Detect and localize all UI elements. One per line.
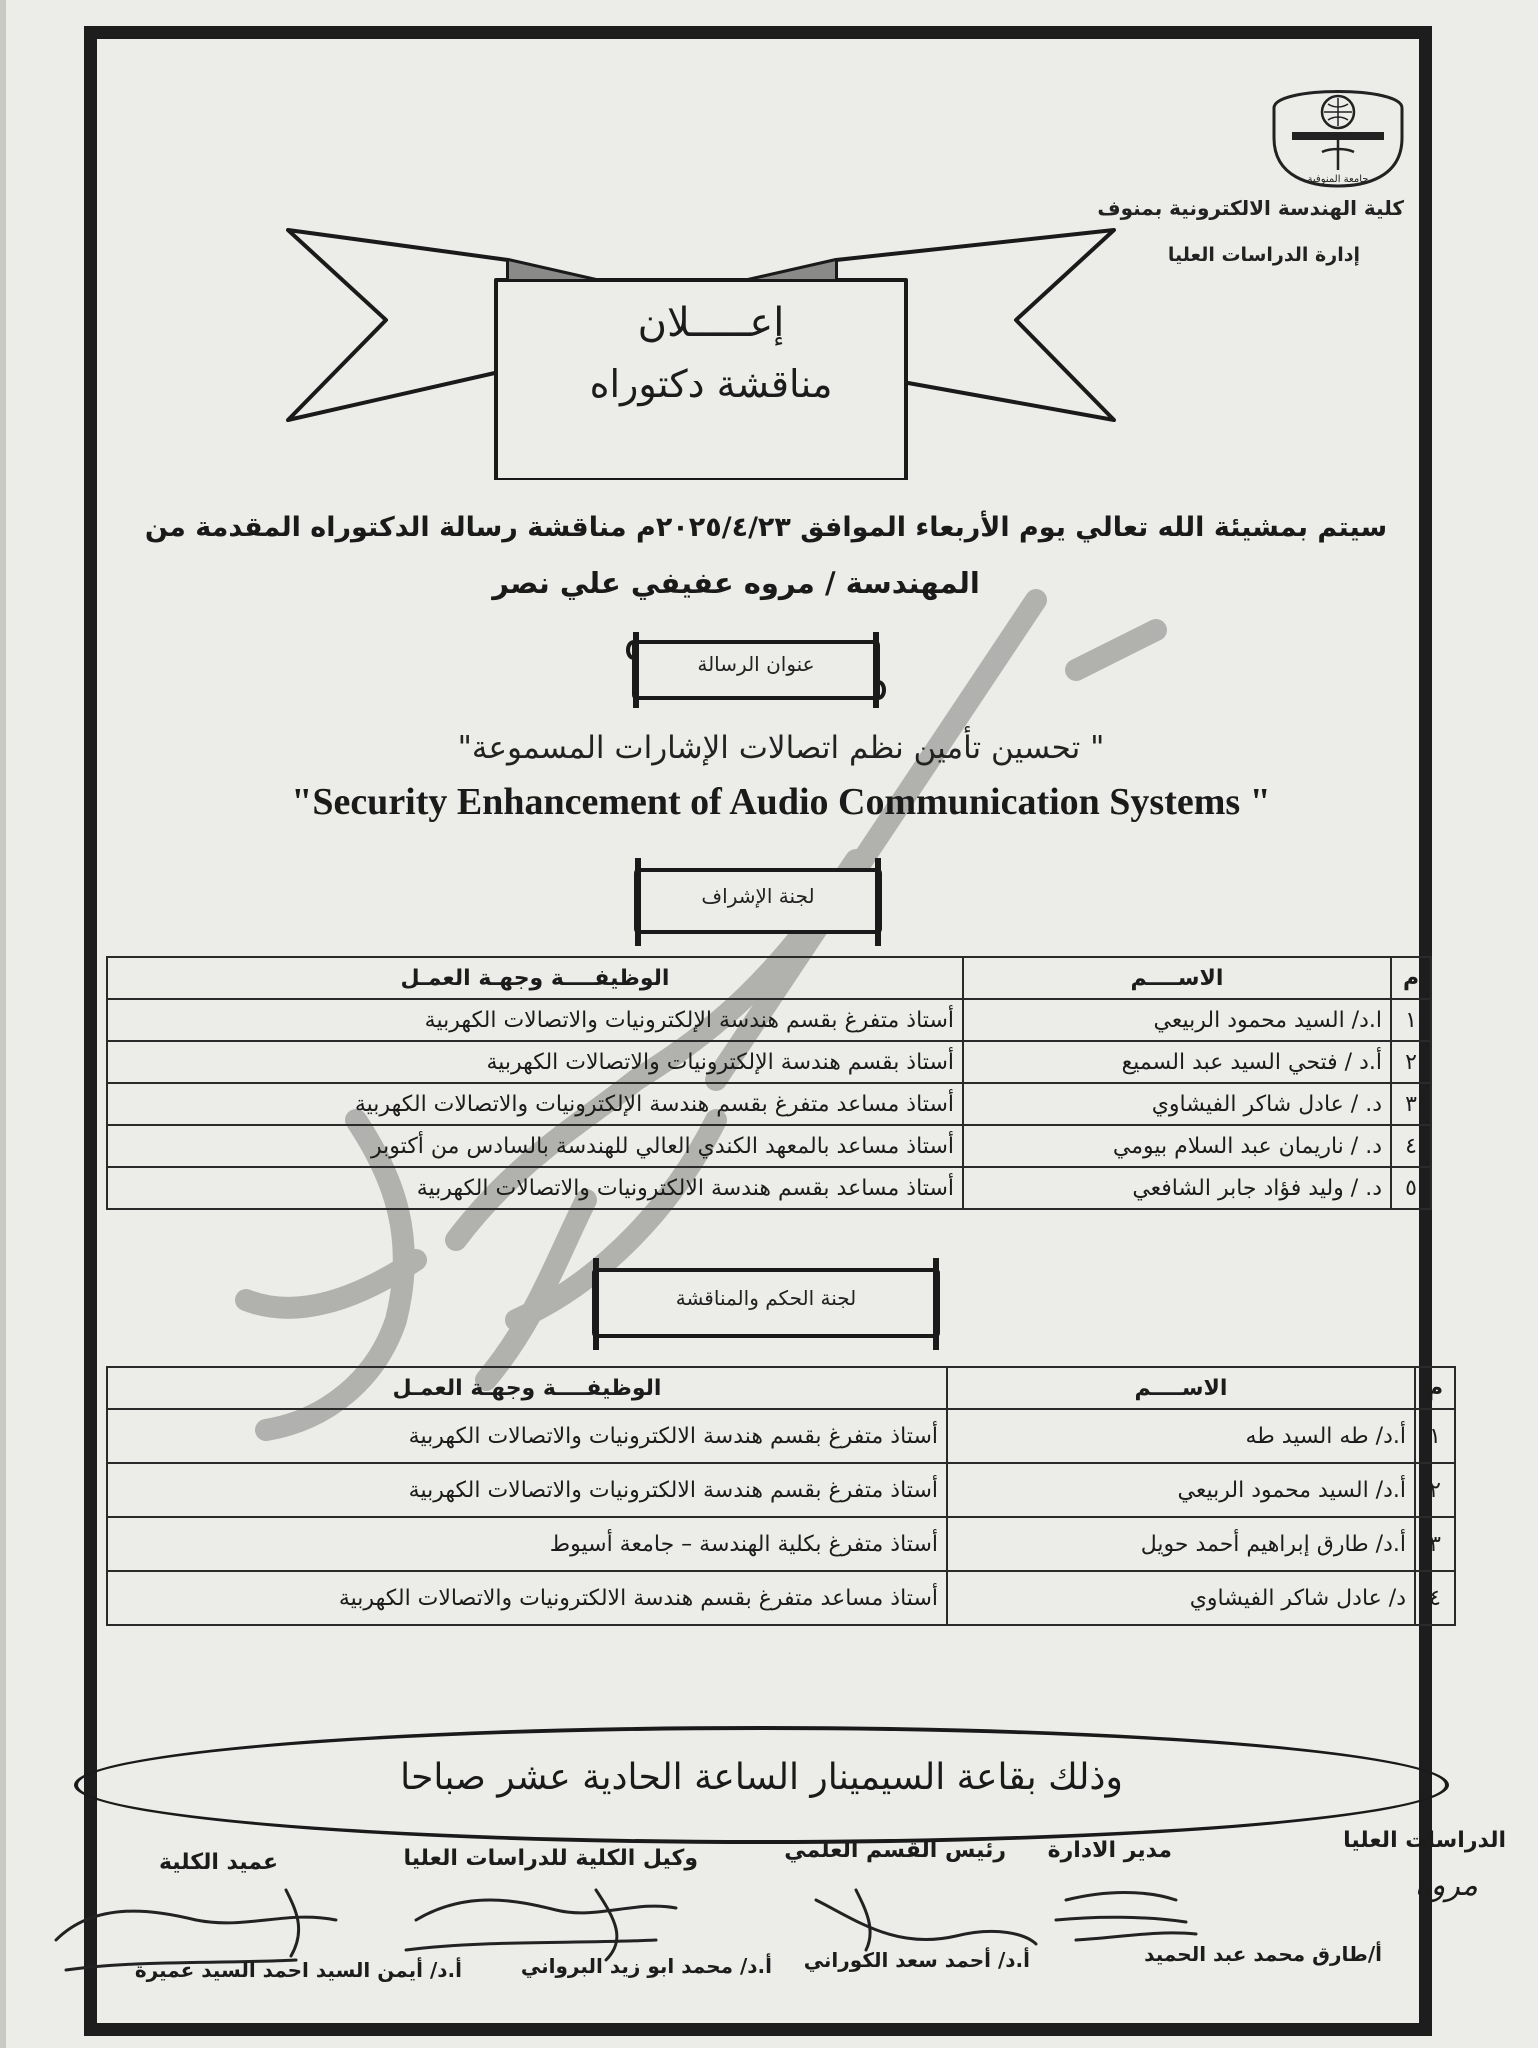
- member-job: أستاذ مساعد بقسم هندسة الالكترونيات والاتصالات الكهربية: [107, 1167, 963, 1209]
- postgrad-title: الدراسات العليا: [1343, 1828, 1506, 1853]
- member-job: أستاذ متفرغ بقسم هندسة الالكترونيات والاتصالات الكهربية: [107, 1463, 947, 1517]
- handwritten-name: مروه: [1415, 1868, 1478, 1903]
- announcement-subtitle: مناقشة دكتوراه: [589, 362, 833, 406]
- member-job: أستاذ مساعد متفرغ بقسم هندسة الالكترونيات والاتصالات الكهربية: [107, 1571, 947, 1625]
- table-row: [107, 1083, 1431, 1125]
- member-name: أ.د/ طارق إبراهيم أحمد حويل: [947, 1517, 1415, 1571]
- member-job: أستاذ متفرغ بقسم هندسة الالكترونيات والاتصالات الكهربية: [107, 1409, 947, 1463]
- announcement-banner: [286, 220, 1116, 480]
- col-num-header: م: [1391, 957, 1431, 999]
- examination-table: [106, 1366, 1456, 1626]
- candidate-name: المهندسة / مروه عفيفي علي نصر: [492, 566, 980, 600]
- svg-text:جامعة المنوفية: جامعة المنوفية: [1307, 174, 1369, 185]
- examination-label-scroll: [580, 1254, 952, 1354]
- announcement-title: إعـــــلان: [637, 300, 785, 346]
- dept-head-name: أ.د/ أحمد سعد الكوراني: [803, 1948, 1030, 1972]
- member-job: أستاذ متفرغ بكلية الهندسة – جامعة أسيوط: [107, 1517, 947, 1571]
- dean-name: أ.د/ أيمن السيد احمد السيد عميرة: [134, 1958, 462, 1982]
- thesis-label-scroll: [624, 628, 888, 712]
- col-num-header: م: [1415, 1367, 1455, 1409]
- row-num: ٣: [1391, 1083, 1431, 1125]
- row-num: ١: [1391, 999, 1431, 1041]
- university-logo: [1270, 78, 1406, 190]
- vice-dean-name: أ.د/ محمد ابو زيد البرواني: [520, 1954, 772, 1978]
- table-header-row: [107, 1367, 1455, 1409]
- announcement-text: سيتم بمشيئة الله تعالي يوم الأربعاء الموافق ٢٠٢٥/٤/٢٣م مناقشة رسالة الدكتوراه المقدمة من: [144, 512, 1388, 543]
- department-name: إدارة الدراسات العليا: [1167, 244, 1360, 266]
- table-row: [107, 1167, 1431, 1209]
- venue-text: وذلك بقاعة السيمينار الساعة الحادية عشر صباحا: [400, 1757, 1123, 1798]
- row-num: ٢: [1415, 1463, 1455, 1517]
- col-name-header: الاســــم: [947, 1367, 1415, 1409]
- table-row: [107, 1463, 1455, 1517]
- table-header-row: [107, 957, 1431, 999]
- examination-label: لجنة الحكم والمناقشة: [675, 1286, 857, 1310]
- col-job-header: الوظيفــــة وجهـة العمـل: [107, 1367, 947, 1409]
- row-num: ٤: [1391, 1125, 1431, 1167]
- member-job: أستاذ مساعد بالمعهد الكندي العالي للهندسة بالسادس من أكتوبر: [107, 1125, 963, 1167]
- table-row: [107, 1409, 1455, 1463]
- row-num: ٥: [1391, 1167, 1431, 1209]
- table-row: [107, 999, 1431, 1041]
- document-page: [6, 0, 1538, 2048]
- col-job-header: الوظيفــــة وجهـة العمـل: [107, 957, 963, 999]
- member-name: د. / عادل شاكر الفيشاوي: [963, 1083, 1391, 1125]
- member-name: د. / وليد فؤاد جابر الشافعي: [963, 1167, 1391, 1209]
- row-num: ٢: [1391, 1041, 1431, 1083]
- member-name: ا.د/ السيد محمود الربيعي: [963, 999, 1391, 1041]
- faculty-name: كلية الهندسة الالكترونية بمنوف: [1097, 196, 1404, 220]
- row-num: ٣: [1415, 1517, 1455, 1571]
- member-name: أ.د/ السيد محمود الربيعي: [947, 1463, 1415, 1517]
- col-name-header: الاســــم: [963, 957, 1391, 999]
- table-row: [107, 1041, 1431, 1083]
- admin-director-title: مدير الادارة: [1047, 1838, 1172, 1863]
- admin-director-name: أ/طارق محمد عبد الحميد: [1144, 1942, 1382, 1966]
- dept-head-title: رئيس القسم العلمي: [784, 1838, 1006, 1863]
- member-name: أ.د/ طه السيد طه: [947, 1409, 1415, 1463]
- member-name: د. / ناريمان عبد السلام بيومي: [963, 1125, 1391, 1167]
- member-job: أستاذ متفرغ بقسم هندسة الإلكترونيات والاتصالات الكهربية: [107, 999, 963, 1041]
- member-name: د/ عادل شاكر الفيشاوي: [947, 1571, 1415, 1625]
- thesis-title-arabic: " تحسين تأمين نظم اتصالات الإشارات المسموعة": [457, 730, 1105, 766]
- dean-title: عميد الكلية: [158, 1850, 278, 1875]
- table-row: [107, 1517, 1455, 1571]
- row-num: ١: [1415, 1409, 1455, 1463]
- member-job: أستاذ بقسم هندسة الإلكترونيات والاتصالات الكهربية: [107, 1041, 963, 1083]
- table-row: [107, 1125, 1431, 1167]
- vice-dean-title: وكيل الكلية للدراسات العليا: [403, 1846, 698, 1871]
- supervision-table: [106, 956, 1432, 1210]
- supervision-label-scroll: [624, 854, 892, 950]
- thesis-label: عنوان الرسالة: [697, 652, 815, 676]
- row-num: ٤: [1415, 1571, 1455, 1625]
- thesis-title-english: "Security Enhancement of Audio Communication Systems ": [291, 781, 1271, 823]
- member-name: أ.د / فتحي السيد عبد السميع: [963, 1041, 1391, 1083]
- member-job: أستاذ مساعد متفرغ بقسم هندسة الإلكترونيات والاتصالات الكهربية: [107, 1083, 963, 1125]
- table-row: [107, 1571, 1455, 1625]
- supervision-label: لجنة الإشراف: [701, 884, 815, 908]
